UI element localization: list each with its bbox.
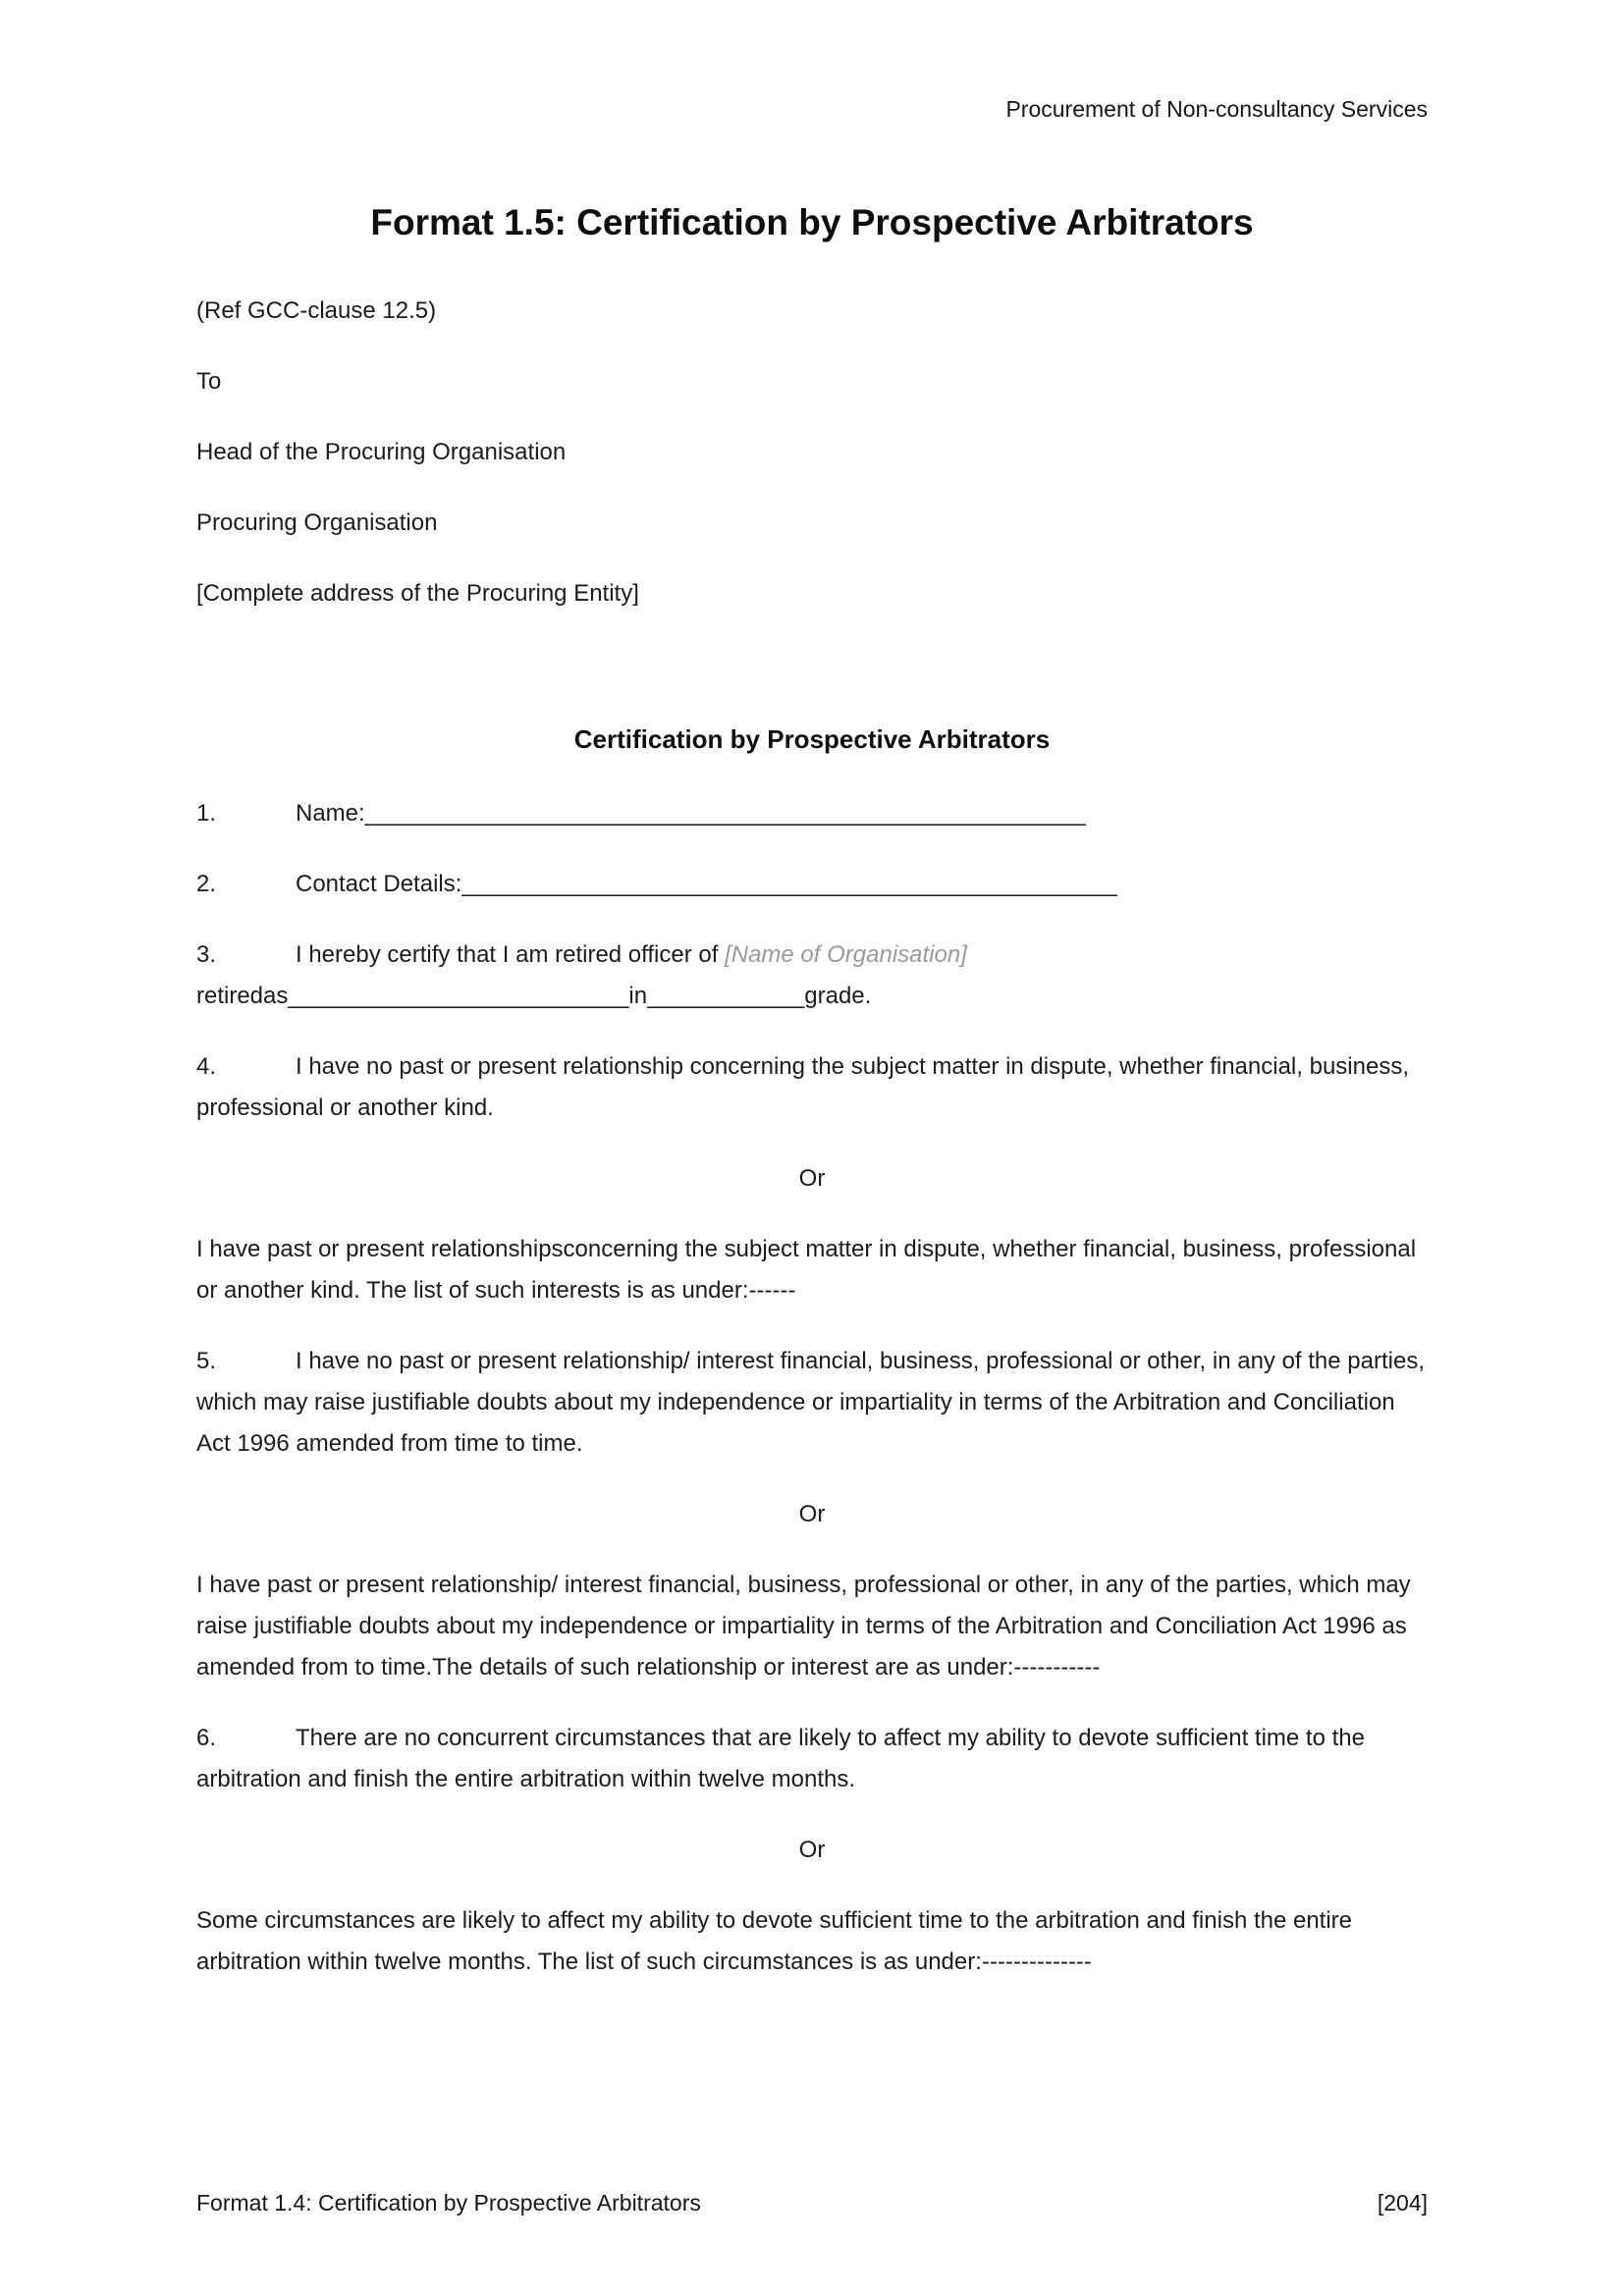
alternative-paragraph-5: I have past or present relationship/ interest financial, business, professional or other, in any of the parties, which may raise justifiable doubts about my independence or impartiality in terms of the Arbitration and Conciliation Act 1996 as amended from to time.The details of such relationship or interest are as under:----------- <box>196 1572 1411 1681</box>
item-2-text: Contact Details:__________________________________________________ <box>296 871 1117 897</box>
page-header-text: Procurement of Non-consultancy Services <box>1005 96 1428 122</box>
item-1-number: 1. <box>196 800 217 827</box>
numbered-item-1 <box>196 793 1428 834</box>
item-1-text: Name:_______________________________________________________ <box>296 800 1086 827</box>
or-separator-2: Or <box>798 1501 826 1527</box>
item-3-text: I hereby certify that I am retired officer of <box>296 941 726 968</box>
document-title: Format 1.5: Certification by Prospective Arbitrators <box>370 202 1254 242</box>
item-4-text: I have no past or present relationship concerning the subject matter in dispute, whether financial, business, professional or another kind. <box>196 1053 1409 1121</box>
numbered-item-5 <box>196 1341 1428 1465</box>
address-line-organisation: Procuring Organisation <box>196 509 438 536</box>
address-line-to: To <box>196 368 222 395</box>
or-separator-3: Or <box>798 1837 826 1863</box>
item-5-number: 5. <box>196 1348 217 1374</box>
item-3-line2: retiredas__________________________in____________grade. <box>196 983 872 1009</box>
alternative-paragraph-6: Some circumstances are likely to affect my ability to devote sufficient time to the arbitration and finish the entire arbitration within twelve months. The list of such circumstances is as under:-------------- <box>196 1907 1353 1975</box>
footer-left-text: Format 1.4: Certification by Prospective Arbitrators <box>196 2190 701 2216</box>
item-5-text: I have no past or present relationship/ interest financial, business, professional or other, in any of the parties, which may raise justifiable doubts about my independence or impartiality in terms of the Arbitration and Conciliation Act 1996 amended from time to time. <box>196 1348 1425 1457</box>
address-line-head: Head of the Procuring Organisation <box>196 439 567 465</box>
numbered-item-6 <box>196 1718 1428 1800</box>
page-footer <box>196 2188 1428 2217</box>
numbered-item-3 <box>196 934 1428 1017</box>
item-2-number: 2. <box>196 871 217 897</box>
item-6-text: There are no concurrent circumstances that are likely to affect my ability to devote sufficient time to the arbitration and finish the entire arbitration within twelve months. <box>196 1725 1365 1792</box>
item-6-number: 6. <box>196 1725 217 1751</box>
footer-page-number: [204] <box>1377 2190 1428 2216</box>
organisation-name-placeholder: [Name of Organisation] <box>725 941 967 968</box>
ref-clause-line: (Ref GCC-clause 12.5) <box>196 297 437 324</box>
numbered-item-4 <box>196 1046 1428 1129</box>
address-line-entity: [Complete address of the Procuring Entity] <box>196 580 639 607</box>
or-separator-1: Or <box>798 1165 826 1192</box>
alternative-paragraph-4: I have past or present relationshipsconcerning the subject matter in dispute, whether financial, business, professional or another kind. The list of such interests is as under:------ <box>196 1236 1417 1304</box>
section-heading: Certification by Prospective Arbitrators <box>573 724 1051 754</box>
numbered-item-2 <box>196 864 1428 905</box>
item-3-number: 3. <box>196 941 217 968</box>
item-4-number: 4. <box>196 1053 217 1080</box>
